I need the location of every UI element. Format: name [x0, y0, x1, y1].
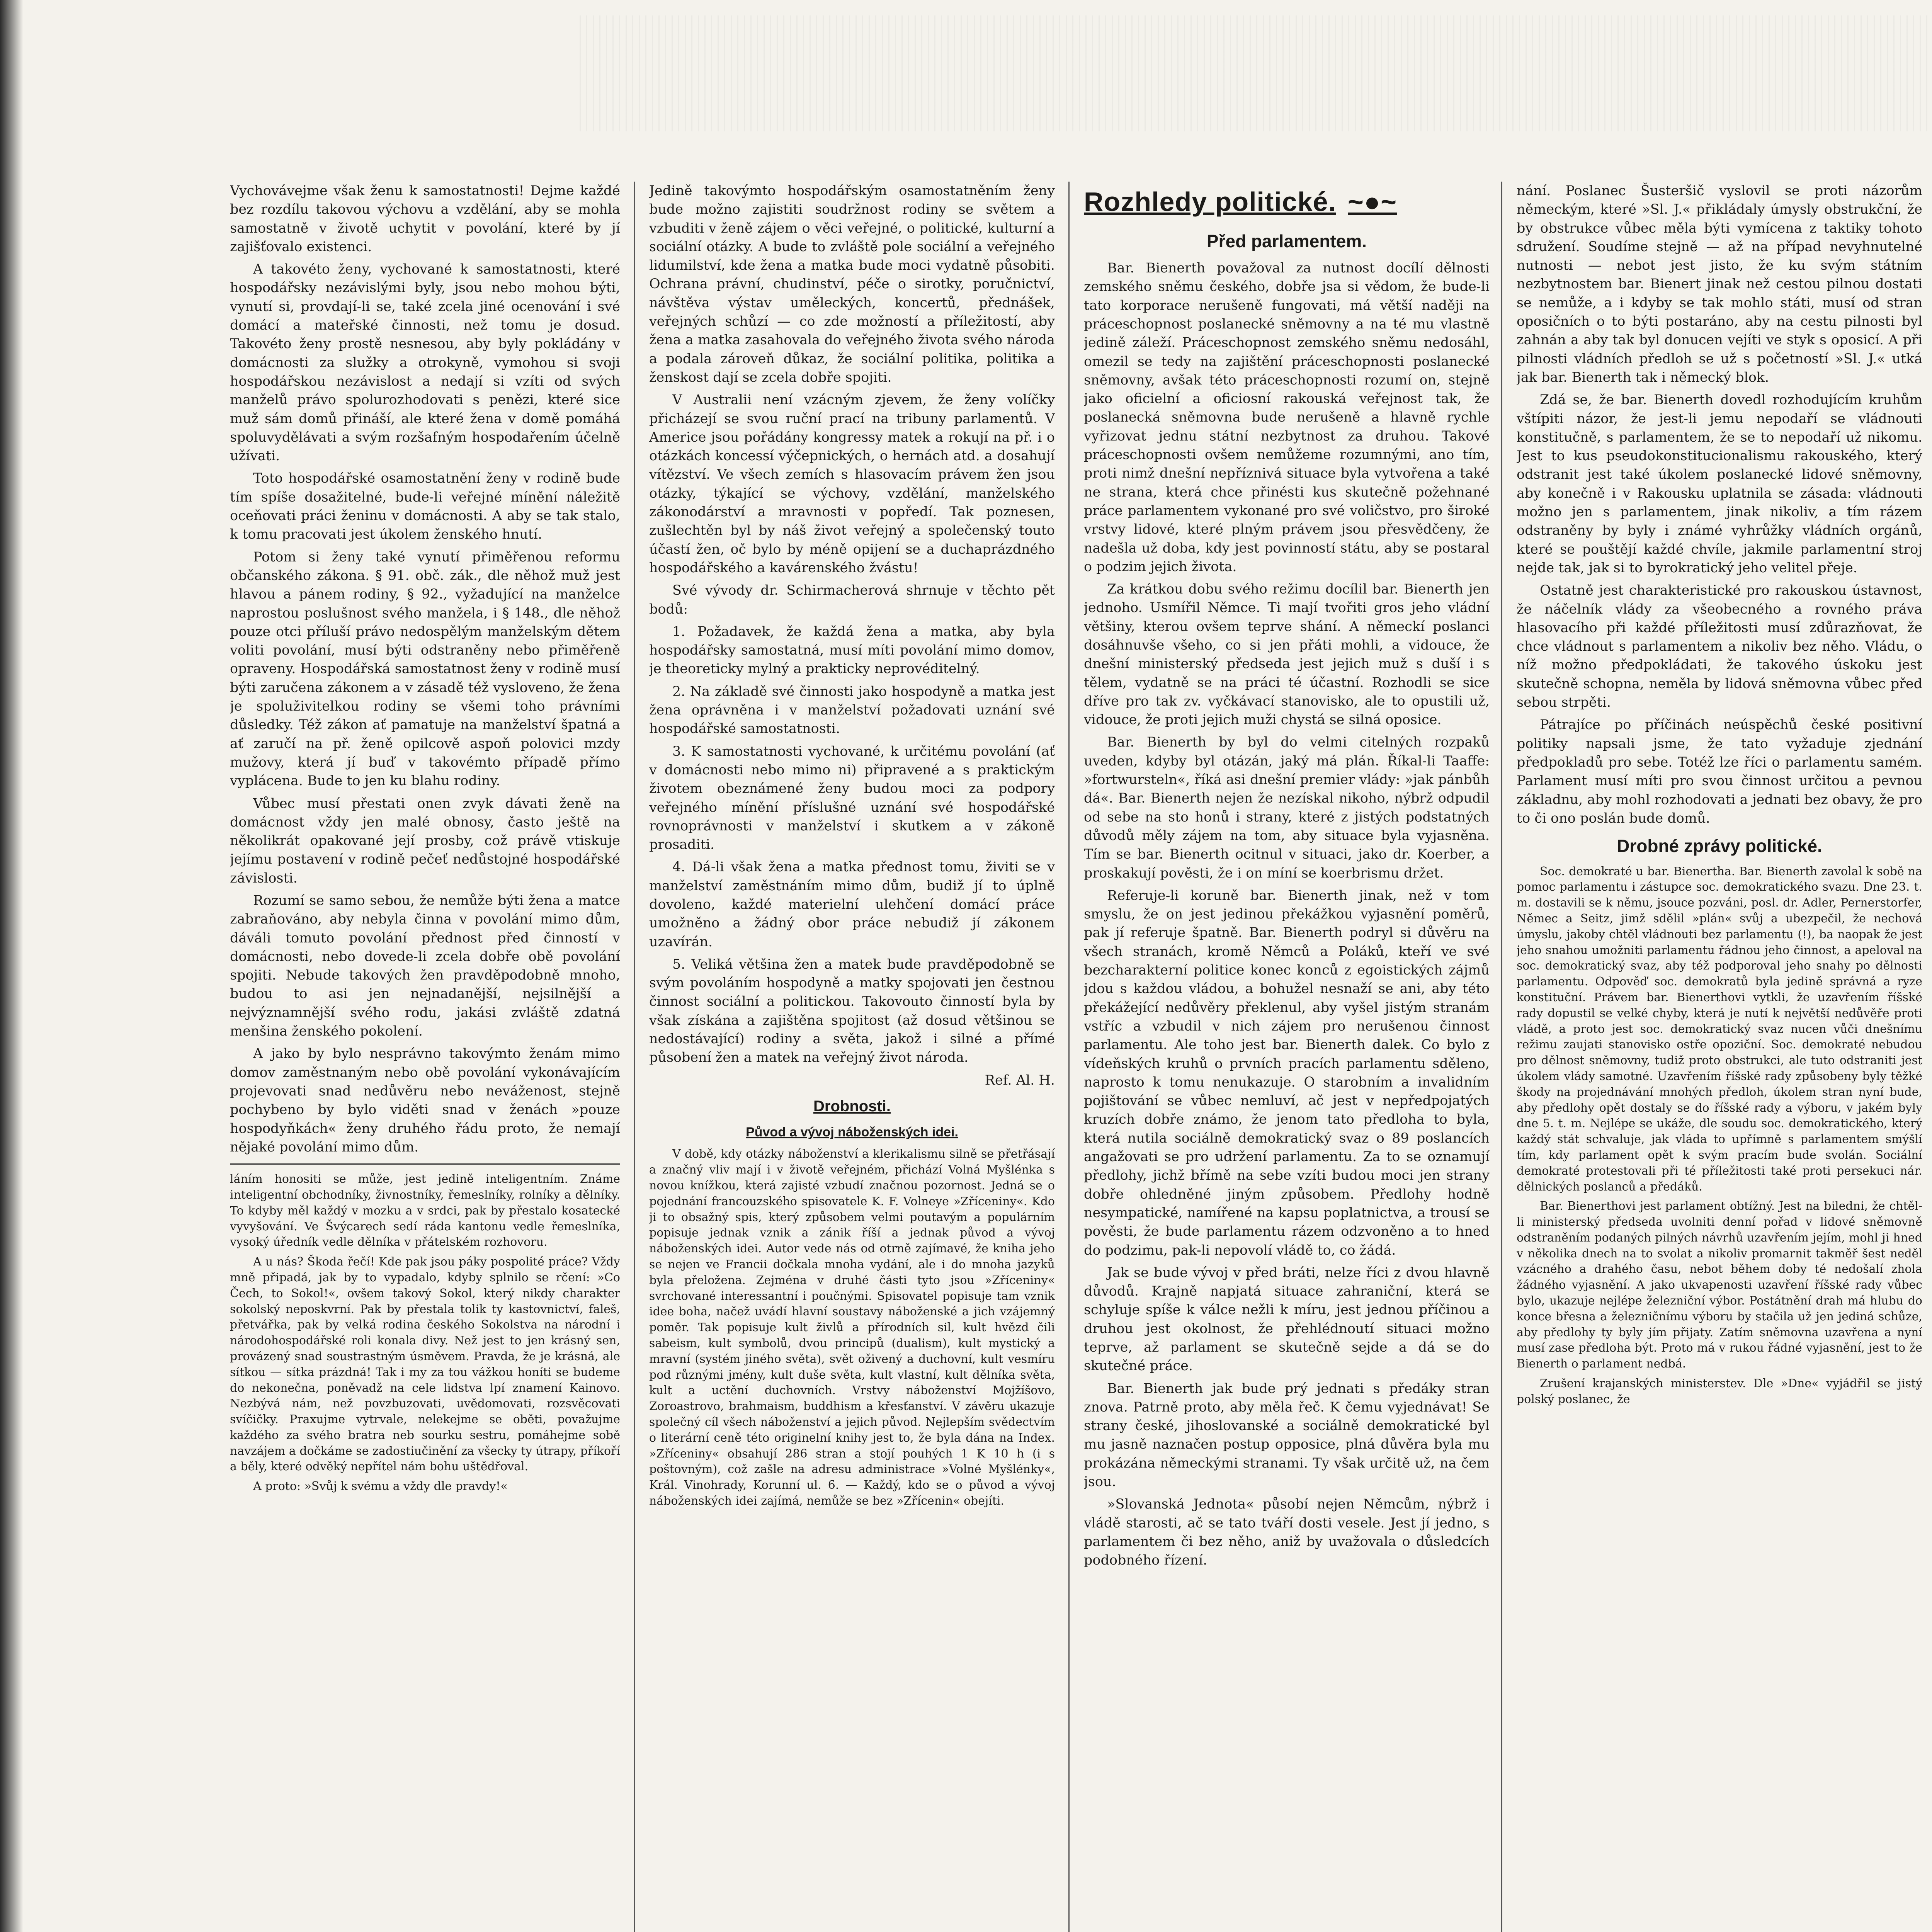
article-heading: Před parlamentem. — [1206, 231, 1367, 251]
feuilleton — [230, 1172, 620, 1495]
column-4 — [1517, 182, 1922, 1932]
paragraph: A proto: »Svůj k svému a vždy dle pravdy!« — [253, 1480, 508, 1493]
list-item: 2. Na základě své činnosti jako hospodyně a matka jest žena oprávněna i v manželství požadovati uznání své hospodářské samostatnosti. — [649, 684, 1055, 737]
news-item: Soc. demokraté u bar. Bienertha. Bar. Bienerth zavolal k sobě na pomoc parlamentu i zástupce soc. demokratického svazu. Dne 23. t. m. dostavili se k němu, jsouce pozváni, posl. dr. Adler, Pernerstorfer, Němec a Seitz, jimž sdělil »plán« svůj a ubezpečil, že nechová úmyslu, jakoby chtěl vládnouti bez parlamentu (!), ba naopak že jest jeho snahou umožniti parlamentu řádnou jeho činnost, a apeloval na soc. demokratický svaz, aby též podporoval jeho snahy po dělnosti parlamentu. Odpověď soc. demokratů byla jedině správná a ryze konstituční. Právem bar. Bienerthovi vytkli, že uzavřením říšské rady dopustil se velké chyby, která je nutí k největší nedůvěře proti vládě, a proto jest soc. demokratický svaz nucen vůči dnešnímu režimu zaujati stanovisko ostře opoziční. Soc. demokraté nebudou pro dělnost sněmovny, tudiž proto obstrukci, ale tuto odstraniti jest úkolem vlády samotné. Uzavřením říšské rady způsobeny byly těžké škody na projednávání mnohých předloh, úkolem stran nyní bude, aby předlohy opět dostaly se do říšské rady a výboru, v jakém byly dne 5. t. m. Nejlépe se ukáže, dle soudu soc. demokratického, který každý stát schvaluje, jak vláda to upřímně s parlamentem smýšlí tím, kdy parlament opět k svým pracím bude svolán. Sociální demokraté protestovali při té příležitosti také proti persekuci nár. dělnických poslanců a předáků. — [1517, 864, 1922, 1194]
paragraph: Zdá se, že bar. Bienerth dovedl rozhodujícím kruhům vštípiti názor, že jest-li jemu nepodaří se vládnouti konstitučně, s parlamentem, že se to nepodaří už nikomu. Jest to kus pseudokonstitucionalismu rakouského, který odstranit jest také úkolem poslanecké lidové sněmovny, aby konečně i v Rakousku uplatnila se zásada: vládnouti možno jen s parlamentem, jinak nikoliv, a tím rázem odstraněny by byly i známé vyhrůžky vládních orgánů, které se pouštějí každé chvíle, jakmile parlamentní stroj nejde tak, jak si to byrokratický jeho velitel přeje. — [1517, 392, 1922, 576]
column-divider — [1068, 182, 1070, 1932]
paragraph: Referuje-li koruně bar. Bienerth jinak, než v tom smyslu, že on jest jedinou překážkou vyjasnění poměrů, pak jí referuje špatně. Bar. Bienerth podryl si důvěru na všech stranách, kromě Němců a Poláků, kteří ve své bezcharakterní politice konec konců z egoistických zájmů jdou s každou vládou, a bohužel nesnaží se ani, aby této překážející nedůvěry překlenul, aby vyšel jistým stranám vstříc a vzbudil v nich zájem pro nerušenou činnost parlamentu. Ale toho jest bar. Bienerth dalek. Co bylo z vídeňských kruhů o prvních pracích parlamentu sděleno, naprosto k tomu nenukazuje. O starobním a invalidním pojištování se vůbec nemluví, ač jest v nepředpojatých kruzích dobře známo, že jenom tato předloha to byla, která nutila sociálně demokratický svaz o 89 poslancích angažovati se pro udržení parlamentu. Za to se oznamují předlohy, jichž břímě na sebe vzíti budou moci jen strany dobře ohledněné jiným způsobem. Předlohy hodně nesympatické, namířené na kapsu poplatnictva, a trousí se pověsti, že bude parlamentu rázem odzvoněno a to hned do podzimu, pak-li nepovolí vládě to, co žádá. — [1084, 888, 1490, 1258]
column-2 — [649, 182, 1055, 1932]
paragraph: Bar. Bienerth by byl do velmi citelných rozpaků uveden, kdyby byl otázán, jaký má plán. Říkal-li Taaffe: »fortwursteln«, říká asi dnešní premier vlády: »jak pánbůh dá«. Bar. Bienerth nejen že nezískal nikoho, nýbrž odpudil od sebe na sto honů i strany, které z jistých podstatných důvodů měly zájem na tom, aby situace byla vyjasněna. Tím se bar. Bienerth ocitnul v situaci, jako dr. Koerber, a proskakují pověsti, že i on míní se koerbrismu držet. — [1084, 735, 1490, 881]
paragraph: Bar. Bienerth považoval za nutnost docílí dělnosti zemského sněmu českého, dobře jsa si vědom, že bude-li tato korporace nerušeně fungovati, má větší naději na práceschopnost poslanecké sněmovny a na té mu vlastně jedině záleží. Práceschopnost zemského sněmu nedosáhl, omezil se tedy na zajištění práceschopnosti poslanecké sněmovny, avšak této práceschopnosti rozumí on, stejně jako oficielní a oficiosní rakouská veřejnost tak, že poslanecká sněmovna bude nerušeně a hlavně rychle vyřizovat jednu státní nezbytnost za druhou. Takové práceschopnosti ovšem nemůžeme rozumnými, ano tím, proti nimž dnešní nepříznivá situace byla vytvořena a také ne strana, která chce přinésti kus skutečně požehnané práce parlamentem vykonané pro své voličstvo, pro široké vrstvy lidové, které plným právem jsou přesvědčeny, že nadešla už doba, kdy jest povinností státu, aby se postaral o podzim jejich života. — [1084, 260, 1490, 575]
ornament-icon: ~●~ — [1348, 187, 1397, 217]
paragraph: Jak se bude vývoj v před bráti, nelze říci z dvou hlavně důvodů. Krajně napjatá situace zahraniční, která se schyluje spíše k válce nežli k míru, jest jednou příčinou a druhou jest okolnost, že přehlédnoutí situaci možno teprve, až parlament se skutečně sejde a dá se do skutečné práce. — [1084, 1265, 1490, 1374]
section-rule — [230, 1163, 620, 1165]
paragraph: Za krátkou dobu svého režimu docílil bar. Bienerth jen jednoho. Usmířil Němce. Ti mají tvořiti gros jeho vládní většiny, kterou ovšem teprve shání. A německí poslanci dosáhnuvše všeho, co si jen přáti mohli, a vidouce, že dnešní ministerský předseda jest jejich muž s duší i s tělem, vydatně se na práci té účastní. Rozhodli se sice dříve pro tak zv. vyčkávací stanovisko, ale to opustili už, vidouce, že proti jejich muži chystá se silná oposice. — [1084, 582, 1490, 728]
column-1 — [230, 182, 620, 1932]
paragraph: Toto hospodářské osamostatnění ženy v rodině bude tím spíše dosažitelné, bude-li veřejné mínění náležitě oceňovati práci ženinu v domácnosti. A aby se tak stalo, k tomu pracovati jest úkolem ženského hnutí. — [230, 471, 620, 543]
print-texture — [580, 15, 1932, 131]
news-heading: Drobné zprávy politické. — [1617, 836, 1822, 856]
news-item: Bar. Bienerthovi jest parlament obtížný. Jest na biledni, že chtěl-li ministerský předseda uvolniti denní pořad v lidové sněmovně odstraněním podaných pilných návrhů uzavřením jejím, mohl ji hned v několika dnech na to svolat a nikoliv promarnit takměř šest neděl vzácného a drahého času, nebot během doby té nedošalí zhola žádného vyjasnění. A jako ukvapenosti uzavření říšské rady vůbec bylo, ukazuje nejlépe železniční výbor. Postátnění drah má hlubu do konce břesna a železničnímu výboru by stačila už jen jediná schůze, aby předlohy ty byly jím přijaty. Zatím sněmovna uzavřena a nyní musí zase předloha být. Proto má v rukou řádné vyjasnění, jest to že Bienerth o parlament nedbá. — [1517, 1199, 1922, 1371]
paragraph: A u nás? Škoda řečí! Kde pak jsou páky pospolité práce? Vždy mně připadá, jak by to vypadalo, kdyby splnilo se rčení: »Co Čech, to Sokol!«, ovšem takový Sokol, který nikdy charakter sokolský neposkvrní. Pak by přestala tolik ty kastovnictví, faleš, přetvářka, pak by velká rodina českého Sokolstva na národní i národohospodářské roli konala divy. Než jest to jen krásný sen, provázený snad soustrastným úsměvem. Pravda, že je krásná, ale sítkou — sítka prázdná! Tak i my za tou vážkou honíti se budeme do nekonečna, poněvadž na cele lidstva lpí znamení Kainovo. Nezbývá nám, než povzbuzovati, uvědomovati, rozsvěcovati svíčičky. Praxujme vytrvale, nelekejme se oběti, považujme každého za svého bratra neb sourku sestru, pomáhejme sobě navzájem a dočkáme se zadostiučinění za všecky ty útrapy, příkoří a běly, které odvěký nepřítel nám bohu uštědřoval. — [230, 1255, 620, 1474]
column-divider — [634, 182, 635, 1932]
paragraph: Vychovávejme však ženu k samostatnosti! Dejme každé bez rozdílu takovou výchovu a vzdělání, aby se mohla samostatně v životě uchytit v povolání, které by jí zajišťovalo existenci. — [230, 183, 620, 255]
paragraph: Vůbec musí přestati onen zvyk dávati ženě na domácnost vždy jen malé obnosy, často ještě na několikrát opakované její prosby, což právě vtiskuje jejímu postavení v rodině pečeť nedůstojné hospodářské závislosti. — [230, 796, 620, 886]
paragraph: Pátrajíce po příčinách neúspěchů české positivní politiky napsali jsme, že tato vyžaduje zjednání předpokladů pro sebe. Totéž lze říci o parlamentu samém. Parlament musí míti pro svou činnost určitou a pevnou základnu, aby mohl rozhodovati a jednati bez obavy, že pro to či ono poslán bude domů. — [1517, 717, 1922, 826]
news-item: Zrušení krajanských ministerstev. Dle »Dne« vyjádřil se jistý polský poslanec, že — [1517, 1377, 1922, 1406]
section-title-text: Rozhledy politické. — [1084, 187, 1336, 217]
paragraph: Rozumí se samo sebou, že nemůže býti žena a matce zabraňováno, aby nebyla činna v povolání mimo dům, dáváli tomuto povolání přednost před činností v domácnosti, nebo dovede-li zcela dobře obě povolání spojiti. Nebude takových žen pravděpodobně mnoho, budou to asi jen nejnadanější, nejsilnější a nejvýznamnější svého rodu, jakási zvláště zdatná menšina ženského pokolení. — [230, 893, 620, 1039]
column-divider — [1501, 182, 1502, 1932]
paragraph: A jako by bylo nesprávno takovýmto ženám mimo domov zaměstnaným nebo obě povolání vykonávajícím projevovati snad nedůvěru nebo neváženost, stejně pochybeno by bylo viděti snad v ženách »pouze hospodyňkách« ženy druhého řádu proto, že nemají nějaké povolání mimo dům. — [230, 1046, 620, 1155]
signature: Ref. Al. H. — [985, 1072, 1055, 1088]
drobnosti-heading: Drobnosti. — [813, 1097, 891, 1115]
list-item: 1. Požadavek, že každá žena a matka, aby byla hospodářsky samostatná, musí míti povolání mimo domov, je theoreticky mylný a prakticky neprovéditelný. — [649, 624, 1055, 677]
paragraph: Ostatně jest charakteristické pro rakouskou ústavnost, že náčelník vlády za všeobecného a rovného práva hlasovacího při každé příležitosti musí zdůrazňovat, že chce vládnout s parlamentem a nikoliv bez něho. Vládu, o níž možno předpokládati, že takového úskoku jest skutečně schopna, neměla by lidová sněmovna vůbec před sebou strpěti. — [1517, 583, 1922, 711]
paragraph: Jedině takovýmto hospodářským osamostatněním ženy bude možno zajistiti soudržnost rodiny se světem a vzbuditi v ženě zájem o věci veřejné, o politické, kulturní a sociální otázky. A bude to zvláště pole sociální a veřejného lidumilství, kde žena a matka bude moci vydatně působiti. Ochrana právní, chudinství, péče o sirotky, poručnictví, návštěva výstav uměleckých, koncertů, přednášek, veřejných schůzí — co zde možností a příležitostí, aby žena a matka zasahovala do veřejného života svého národa a podala zároveň důkaz, že sociální politika, politika a ženskost dají se zcela dobře spojiti. — [649, 183, 1055, 385]
section-title — [1084, 183, 1490, 221]
paragraph: Bar. Bienerth jak bude prý jednati s předáky stran znova. Patrně proto, aby měla řeč. K čemu vyjednávat! Se strany české, jihoslovanské a sociálně demokratické byl mu jasně naznačen postup opposice, plná důvěra byla mu prokázána německými stranami. Ty však určitě už, na čem jsou. — [1084, 1381, 1490, 1490]
list-item: 4. Dá-li však žena a matka přednost tomu, živiti se v manželství zaměstnáním mimo dům, budiž jí to úplně dovoleno, každé materielní ulehčení domácí práce umožněno a žádný obor práce nebudiž jí zákonem uzavírán. — [649, 859, 1055, 950]
paragraph: Potom si ženy také vynutí přiměřenou reformu občanského zákona. § 91. obč. zák., dle něhož muž jest hlavou a pánem rodiny, § 92., vyžadující na manželce naprostou poslušnost svého manžela, i § 148., dle něhož pouze otci příluší právo nedospělým manželským dětem voliti povolání, musí býti odstraněny nebo přiměřeně opraveny. Hospodářská samostatnost ženy v rodině musí býti zaručena zákonem a v zásadě též vysloveno, že žena je spoluživitelkou rodiny se všemi toho právními důsledky. Též zákon ať pamatuje na manželství špatná a ať zaručí na př. ženě opilcově aspoň polovici mzdy mužovy, která jí buď v takovémto případě přímo vyplácena. Bude to jen ku blahu rodiny. — [230, 549, 620, 789]
article-subheading: Původ a vývoj náboženských idei. — [746, 1125, 958, 1140]
paragraph: V Australii není vzácným zjevem, že ženy volíčky přicházejí se svou ruční prací na tribuny parlamentů. V Americe jsou pořádány kongressy matek a rokují na př. i o otázkách koncessí výčepnických, o hernách atd. a dosahují vítězství. Ve všech zemích s hlasovacím právem žen jsou otázky, týkající se výchovy, vzdělání, manželského zákonodárství a mravnosti v popředí. Tak poznesen, zušlechtěn byl by náš život veřejný a společenský touto účastí žen, oč bylo by méně opijení se a duchaprázdného hospodářského a kavárenského žvástu! — [649, 392, 1055, 576]
column-3 — [1084, 182, 1490, 1932]
paragraph: nání. Poslanec Šusteršič vyslovil se proti názorům německým, které »Sl. J.« přikládaly úmysly obstrukční, že by obstrukce vůbec měla býti vymícena z taktiky tohoto sdružení. Soudíme stejně — až na případ nevyhnutelné nutnosti — nebot jest jisto, že ku svým státním nezbytnostem bar. Bienert jinak než cestou pilnou dostati se nemůže, a i kdyby se tak mohlo státi, musí od stran oposičních o to býti postaráno, aby na cestu pilnosti byl zahnán a aby tak byl donucen vejíti ve styk s oposicí. A při pilnosti vládních předloh se už s početností »Sl. J.« utká jak bar. Bienerth tak i německý blok. — [1517, 183, 1922, 385]
paragraph: láním honositi se může, jest jedině inteligentním. Známe inteligentní obchodníky, živnostníky, řemeslníky, rolníky a dělníky. To kdyby měl každý v mozku a v srdci, pak by přestalo kosatecké vyvyšování. Ve Švýcarech sedí ráda kantonu vedle řemeslníka, vysoký úředník vedle dělníka v přátelském rozhovoru. — [230, 1172, 620, 1249]
list-item: 5. Veliká většina žen a matek bude pravděpodobně se svým povoláním hospodyně a matky spojovati jen čestnou činnost sociální a politickou. Takovouto činností byla by však získána a zajištěna spojitost (až dosud většinou se nedostávající) rodiny a světa, jakož i silné a přímé působení žen a matek na veřejný život národa. — [649, 956, 1055, 1066]
paragraph: A takovéto ženy, vychované k samostatnosti, které hospodářsky nezávislými byly, jsou nebo mohou býti, vynutí si, provdají-li se, také zcela jiné ocenování i své domácí a mateřské činnosti, než tomu je dosud. Takovéto ženy prostě nesnesou, aby byly pokládány v domácnosti za služky a otrokyně, vymohou si svoji hospodářskou nezávislost a nedají si vzíti od svých manželů právo spolurozhodovati s penězi, které sice muž sám domů přináší, ale které žena v domě pomáhá spoluvydělávati a svým rozšafným hospodařením účelně užívati. — [230, 262, 620, 464]
paragraph: V době, kdy otázky náboženství a klerikalismu silně se přetřásají a značný vliv mají i v životě veřejném, přichází Volná Myšlénka s novou knížkou, která zajisté vzbudí značnou pozornost. Jedná se o pojednání francouzského spisovatele K. F. Volneye »Zříceniny«. Kdo ji to obsažný spis, který způsobem velmi poutavým a populárním popisuje jednak vznik a zánik říší a jednak původ a vývoj náboženských idei. Autor vede nás od otrně zajímavé, že kniha jeho se nejen ve Francii dočkala mnoha vydání, ale i do mnoha jazyků byla přeložena. Zejména v druhé části tyto jsou »Zříceniny« svrchované interessantní i poučnými. Spisovatel popisuje tam vznik idee boha, načež uvádí hlavní soustavy náboženské a jich vzájemný poměr. Tak popisuje kult živlů a přírodních sil, kult hvězd čili sabeism, kult symbolů, dvou principů (dualism), kult mystický a mravní (systém jiného světa), svět oživený a duchovní, kult vesmíru pod různými jmény, kult duše světa, kult vlastní, kult dělníka světa, kult a uctění duchovních. Vrstvy náboženství Mojžíšovo, Zoroastrovo, brahmaism, buddhism a křesťanství. V závěru ukazuje společný cíl všech náboženství a jejich původ. Nejlepším svědectvím o literární ceně této originelní knihy jest to, že byla dána na Index. »Zříceniny« obsahují 286 stran a stojí pouhých 1 K 10 h (i s poštovným), což zašle na adresu administrace »Volné Myšlénky«, Král. Vinohrady, Korunní ul. 6. — Každý, kdo se o původ a vývoj náboženských idei zajímá, nemůže se bez »Zřícenin« obejíti. — [649, 1147, 1055, 1508]
paragraph: Své vývody dr. Schirmacherová shrnuje v těchto pět bodů: — [649, 583, 1055, 617]
list-item: 3. K samostatnosti vychované, k určitému povolání (ať v domácnosti nebo mimo ni) připravené a s praktickým životem obeznámené ženy budou moci za podpory veřejného mínění příslušné uznání své hospodářské rovnoprávnosti v manželství i skutkem a v zákoně prosaditi. — [649, 743, 1055, 853]
paragraph: »Slovanská Jednota« působí nejen Němcům, nýbrž i vládě starosti, ač se tato tváří dosti vesele. Jest jí jedno, s parlamentem či bez něho, aniž by uvažovala o důsledcích podobného řízení. — [1084, 1497, 1490, 1568]
scan-shadow-left — [0, 0, 23, 1932]
